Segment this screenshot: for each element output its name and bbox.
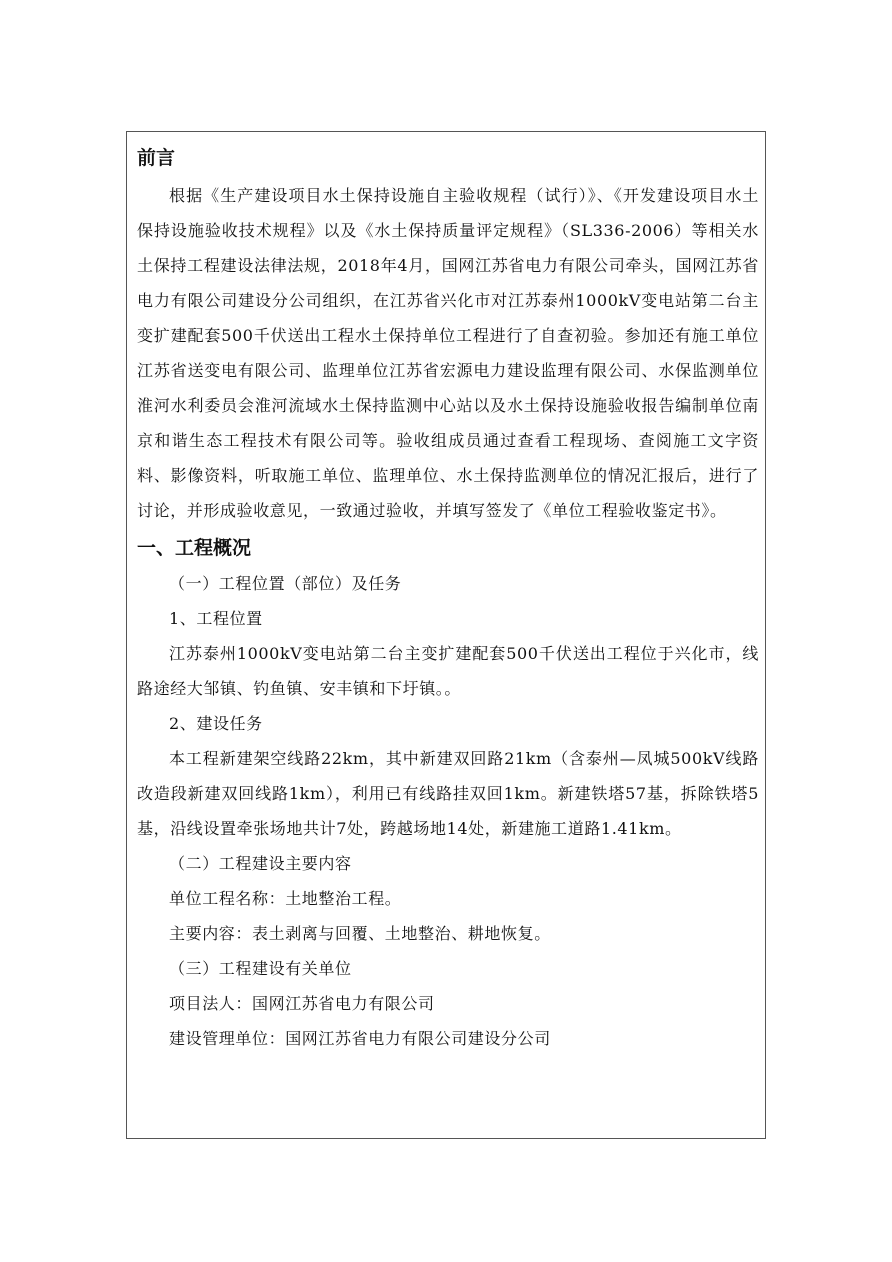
subsection-location-title: （一）工程位置（部位）及任务 [169,574,402,593]
item-tasks-title: 2、建设任务 [169,714,263,733]
preface-heading: 前言 [137,147,176,169]
item-tasks-body: 本工程新建架空线路22km，其中新建双回路21km（含泰州—凤城500kV线路改造段新建双回线路1km），利用已有线路挂双回1km。新建铁塔57基，拆除铁塔5基，沿线设置牵张场地共计7处，跨越场地14处，新建施工道路1.41km。 [137,749,759,838]
subsection-units-title: （三）工程建设有关单位 [169,959,352,978]
preface-paragraph: 根据《生产建设项目水土保持设施自主验收规程（试行）》、《开发建设项目水土保持设施验收技术规程》以及《水土保持质量评定规程》（SL336-2006）等相关水土保持工程建设法律法规，2018年4月，国网江苏省电力有限公司牵头，国网江苏省电力有限公司建设分公司组织，在江苏省兴化市对江苏泰州1000kV变电站第二台主变扩建配套500千伏送出工程水土保持单位工程进行了自查初验。参加还有施工单位江苏省送变电有限公司、监理单位江苏省宏源电力建设监理有限公司、水保监测单位淮河水利委员会淮河流域水土保持监测中心站以及水土保持设施验收报告编制单位南京和谐生态工程技术有限公司等。验收组成员通过查看工程现场、查阅施工文字资料、影像资料，听取施工单位、监理单位、水土保持监测单位的情况汇报后，进行了讨论，并形成验收意见，一致通过验收，并填写签发了《单位工程验收鉴定书》。 [137,186,759,520]
item-location-title: 1、工程位置 [169,609,263,628]
legal-person-line: 项目法人：国网江苏省电力有限公司 [169,994,435,1013]
unit-name-line: 单位工程名称：土地整治工程。 [169,889,402,908]
main-content-line: 主要内容：表土剥离与回覆、土地整治、耕地恢复。 [169,924,551,943]
document-content [137,140,759,1056]
construction-mgmt-line: 建设管理单位：国网江苏省电力有限公司建设分公司 [169,1029,551,1048]
item-location-body: 江苏泰州1000kV变电站第二台主变扩建配套500千伏送出工程位于兴化市，线路途经大邹镇、钓鱼镇、安丰镇和下圩镇。。 [137,644,759,698]
subsection-content-title: （二）工程建设主要内容 [169,854,352,873]
document-frame [126,131,766,1139]
section-heading-overview: 一、工程概况 [137,537,252,559]
